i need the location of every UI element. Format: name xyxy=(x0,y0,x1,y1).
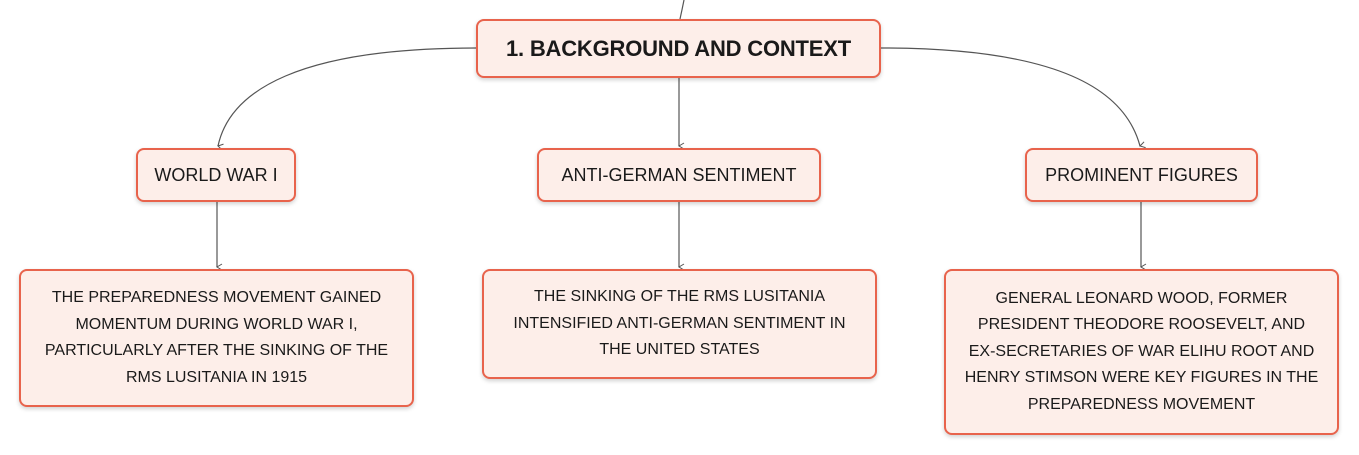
detail-node-text: GENERAL LEONARD WOOD, FORMER PRESIDENT THEODORE ROOSEVELT, AND EX-SECRETARIES OF WAR ELIHU ROOT AND HENRY STIMSON WERE KEY FIGURES IN THE PREPAREDNESS MOVEMENT xyxy=(964,289,1319,413)
topic-node-world-war-i[interactable] xyxy=(136,148,296,202)
detail-node-anti-german-sentiment[interactable] xyxy=(482,269,877,379)
detail-node-text: THE SINKING OF THE RMS LUSITANIA INTENSIFIED ANTI-GERMAN SENTIMENT IN THE UNITED STATES xyxy=(513,288,846,359)
topic-node-prominent-figures[interactable] xyxy=(1025,148,1258,202)
topic-node-label: PROMINENT FIGURES xyxy=(1045,164,1238,185)
root-node[interactable] xyxy=(476,19,881,78)
connector-parent-to-root xyxy=(680,0,684,19)
detail-node-text: THE PREPAREDNESS MOVEMENT GAINED MOMENTUM DURING WORLD WAR I, PARTICULARLY AFTER THE SINKING OF THE RMS LUSITANIA IN 1915 xyxy=(44,289,389,386)
topic-node-label: WORLD WAR I xyxy=(154,164,278,185)
connector-root-to-prominent-figures xyxy=(881,48,1140,146)
connector-root-to-world-war-i xyxy=(218,48,476,146)
root-node-label: 1. BACKGROUND AND CONTEXT xyxy=(506,35,851,61)
topic-node-anti-german-sentiment[interactable] xyxy=(537,148,821,202)
detail-node-world-war-i[interactable] xyxy=(19,269,414,407)
topic-node-label: ANTI-GERMAN SENTIMENT xyxy=(561,164,797,185)
detail-node-prominent-figures[interactable] xyxy=(944,269,1339,435)
